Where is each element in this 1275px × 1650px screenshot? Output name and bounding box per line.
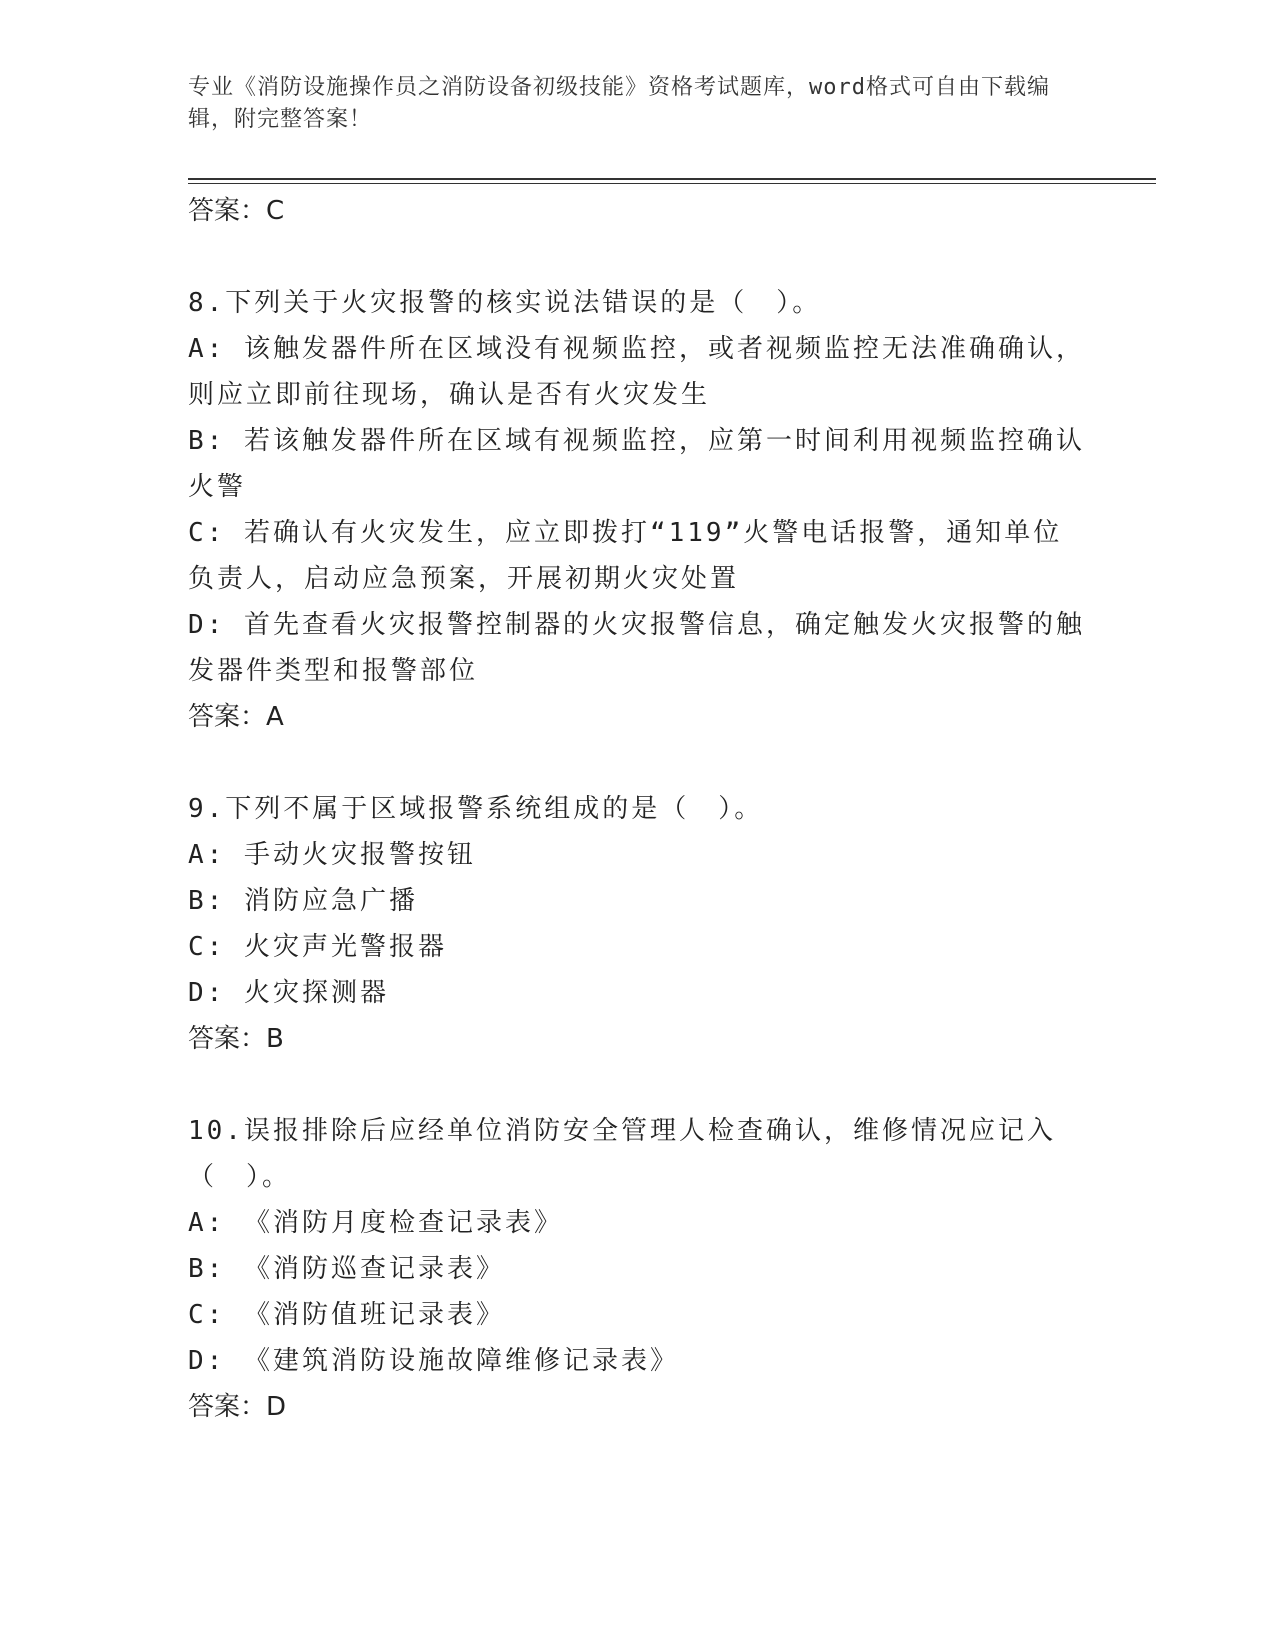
option-d: D: 首先查看火灾报警控制器的火灾报警信息，确定触发火灾报警的触发器件类型和报警部位 — [188, 610, 1085, 686]
answer: 答案：D — [188, 1392, 287, 1422]
question-text: 10.误报排除后应经单位消防安全管理人检查确认，维修情况应记入（ ）。 — [188, 1116, 1056, 1192]
answer: 答案：B — [188, 1024, 284, 1054]
option-d: D: 《建筑消防设施故障维修记录表》 — [188, 1346, 679, 1376]
option-c: C: 火灾声光警报器 — [188, 932, 447, 962]
option-a: A: 该触发器件所在区域没有视频监控，或者视频监控无法准确确认，则应立即前往现场，确认是否有火灾发生 — [188, 334, 1085, 410]
option-a: A: 《消防月度检查记录表》 — [188, 1208, 563, 1238]
option-c: C: 《消防值班记录表》 — [188, 1300, 505, 1330]
option-d: D: 火灾探测器 — [188, 978, 389, 1008]
question-block-8 — [188, 280, 1088, 740]
question-block-9 — [188, 786, 1088, 1062]
option-c: C: 若确认有火灾发生，应立即拨打“119”火警电话报警，通知单位负责人，启动应急预案，开展初期火灾处置 — [188, 518, 1063, 594]
answer: 答案：A — [188, 702, 284, 732]
option-b: B: 消防应急广播 — [188, 886, 418, 916]
question-block-10 — [188, 1108, 1088, 1430]
option-b: B: 若该触发器件所在区域有视频监控，应第一时间利用视频监控确认火警 — [188, 426, 1085, 502]
answer-previous: 答案：C — [188, 196, 285, 226]
option-a: A: 手动火灾报警按钮 — [188, 840, 476, 870]
question-text: 8.下列关于火灾报警的核实说法错误的是（ ）。 — [188, 288, 822, 318]
option-b: B: 《消防巡查记录表》 — [188, 1254, 505, 1284]
page-header: 专业《消防设施操作员之消防设备初级技能》资格考试题库，word格式可自由下载编辑，附完整答案！ — [188, 75, 1050, 132]
question-text: 9.下列不属于区域报警系统组成的是（ ）。 — [188, 794, 764, 824]
header-rule-thin — [188, 183, 1156, 184]
document-body — [188, 188, 1088, 1430]
header-rule-thick — [188, 178, 1156, 180]
